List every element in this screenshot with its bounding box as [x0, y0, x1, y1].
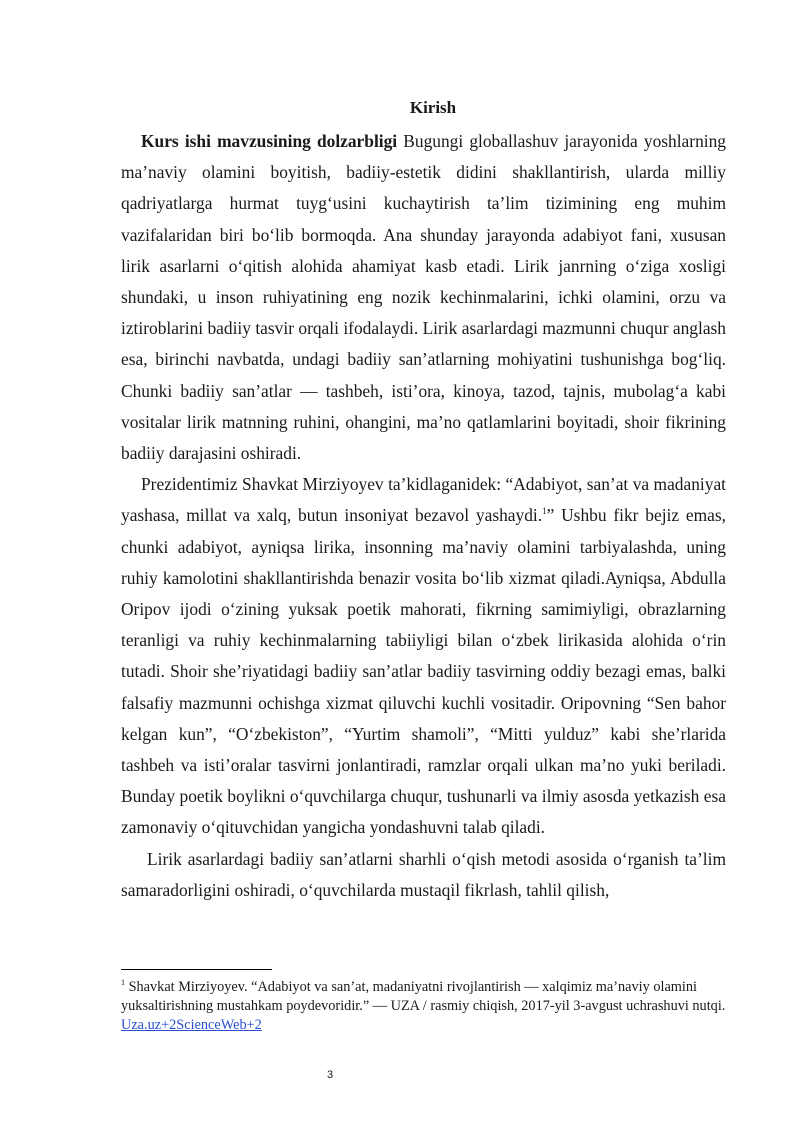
page-number: 3: [326, 1069, 334, 1081]
paragraph-president-quote: [121, 469, 726, 843]
paragraph-lead-bold: Kurs ishi mavzusining dolzarbligi: [141, 131, 398, 151]
paragraph-relevance: [121, 126, 726, 469]
paragraph-method: [121, 844, 726, 906]
footnote-reference[interactable]: 1: [542, 506, 547, 517]
footnote-mark: 1: [121, 978, 125, 988]
section-heading: Kirish: [409, 98, 457, 117]
footnote-separator: [121, 969, 272, 970]
paragraph-text: Lirik asarlardagi badiiy san’atlarni sharhli o‘qish metodi asosida o‘rganish ta’lim samaradorligini oshiradi, o‘quvchilarda mustaqil fikrlash, tahlil qilish,: [121, 848, 726, 900]
footnote-text: Shavkat Mirziyoyev. “Adabiyot va san’at, madaniyatni rivojlantirish — xalqimiz ma’naviy olamini yuksaltirishning mustahkam poydevoridir.” — UZA / rasmiy chiqish, 2017-yil 3-avgust uchrashuvi nutqi.: [121, 979, 726, 1014]
body-text: [121, 126, 726, 906]
paragraph-text: Prezidentimiz Shavkat Mirziyoyev ta’kidlaganidek: “Adabiyot, san’at va madaniyat yashasa, millat va xalq, butun insoniyat bezavol yashaydi.: [121, 474, 726, 526]
paragraph-text: Bugungi globallashuv jarayonida yoshlarning ma’naviy olamini boyitish, badiiy-estetik didini shakllantirish, ularda milliy qadriyatlarga hurmat tuyg‘usini kuchaytirish ta’lim tizimining eng muhim vazifalaridan biri bo‘lib bormoqda. Ana shunday jarayonda adabiyot fani, xususan lirik asarlarni o‘qitish alohida ahamiyat kasb etadi. Lirik janrning o‘ziga xosligi shundaki, u inson ruhiyatining eng nozik kechinmalarini, ichki olamini, orzu va iztiroblarini badiiy tasvir orqali ifodalaydi. Lirik asarlardagi mazmunni chuqur anglash esa, birinchi navbatda, undagi badiiy san’atlarning mohiyatini tushunishga bog‘liq. Chunki badiiy san’atlar — tashbeh, isti’ora, kinoya, tazod, tajnis, mubolag‘a kabi vositalar lirik matnning ruhini, ohangini, ma’no qatlamlarini boyitadi, shoir fikrining badiiy darajasini oshiradi.: [121, 131, 726, 464]
paragraph-text: ” Ushbu fikr bejiz emas, chunki adabiyot, ayniqsa lirika, insonning ma’naviy olamini tarbiyalashda, uning ruhiy kamolotini shakllantirishda benazir vosita bo‘lib xizmat qiladi.Ayniqsa, Abdulla Oripov ijodi o‘zining yuksak poetik mahorati, fikrning samimiyligi, obrazlarning teranligi va ruhiy kechinmalarning tabiiyligi bilan o‘zbek lirikasida alohida o‘rin tutadi. Shoir she’riyatidagi badiiy san’atlar badiiy tasvirning oddiy bezagi emas, balki falsafiy mazmunni ochishga xizmat qiluvchi kuchli vositadir. Oripovning “Sen bahor kelgan kun”, “O‘zbekiston”, “Yurtim shamoli”, “Mitti yulduz” kabi she’rlarida tashbeh va isti’oralar tasvirni jonlantiradi, ramzlar orqali ulkan ma’no yuki beriladi. Bunday poetik boylikni o‘quvchilarga chuqur, tushunarli va ilmiy asosda yetkazish esa zamonaviy o‘qituvchidan yangicha yondashuvni talab qiladi.: [121, 505, 726, 838]
footnote-source-link[interactable]: Uza.uz+2ScienceWeb+2: [121, 1017, 262, 1033]
footnote: [121, 978, 726, 1035]
